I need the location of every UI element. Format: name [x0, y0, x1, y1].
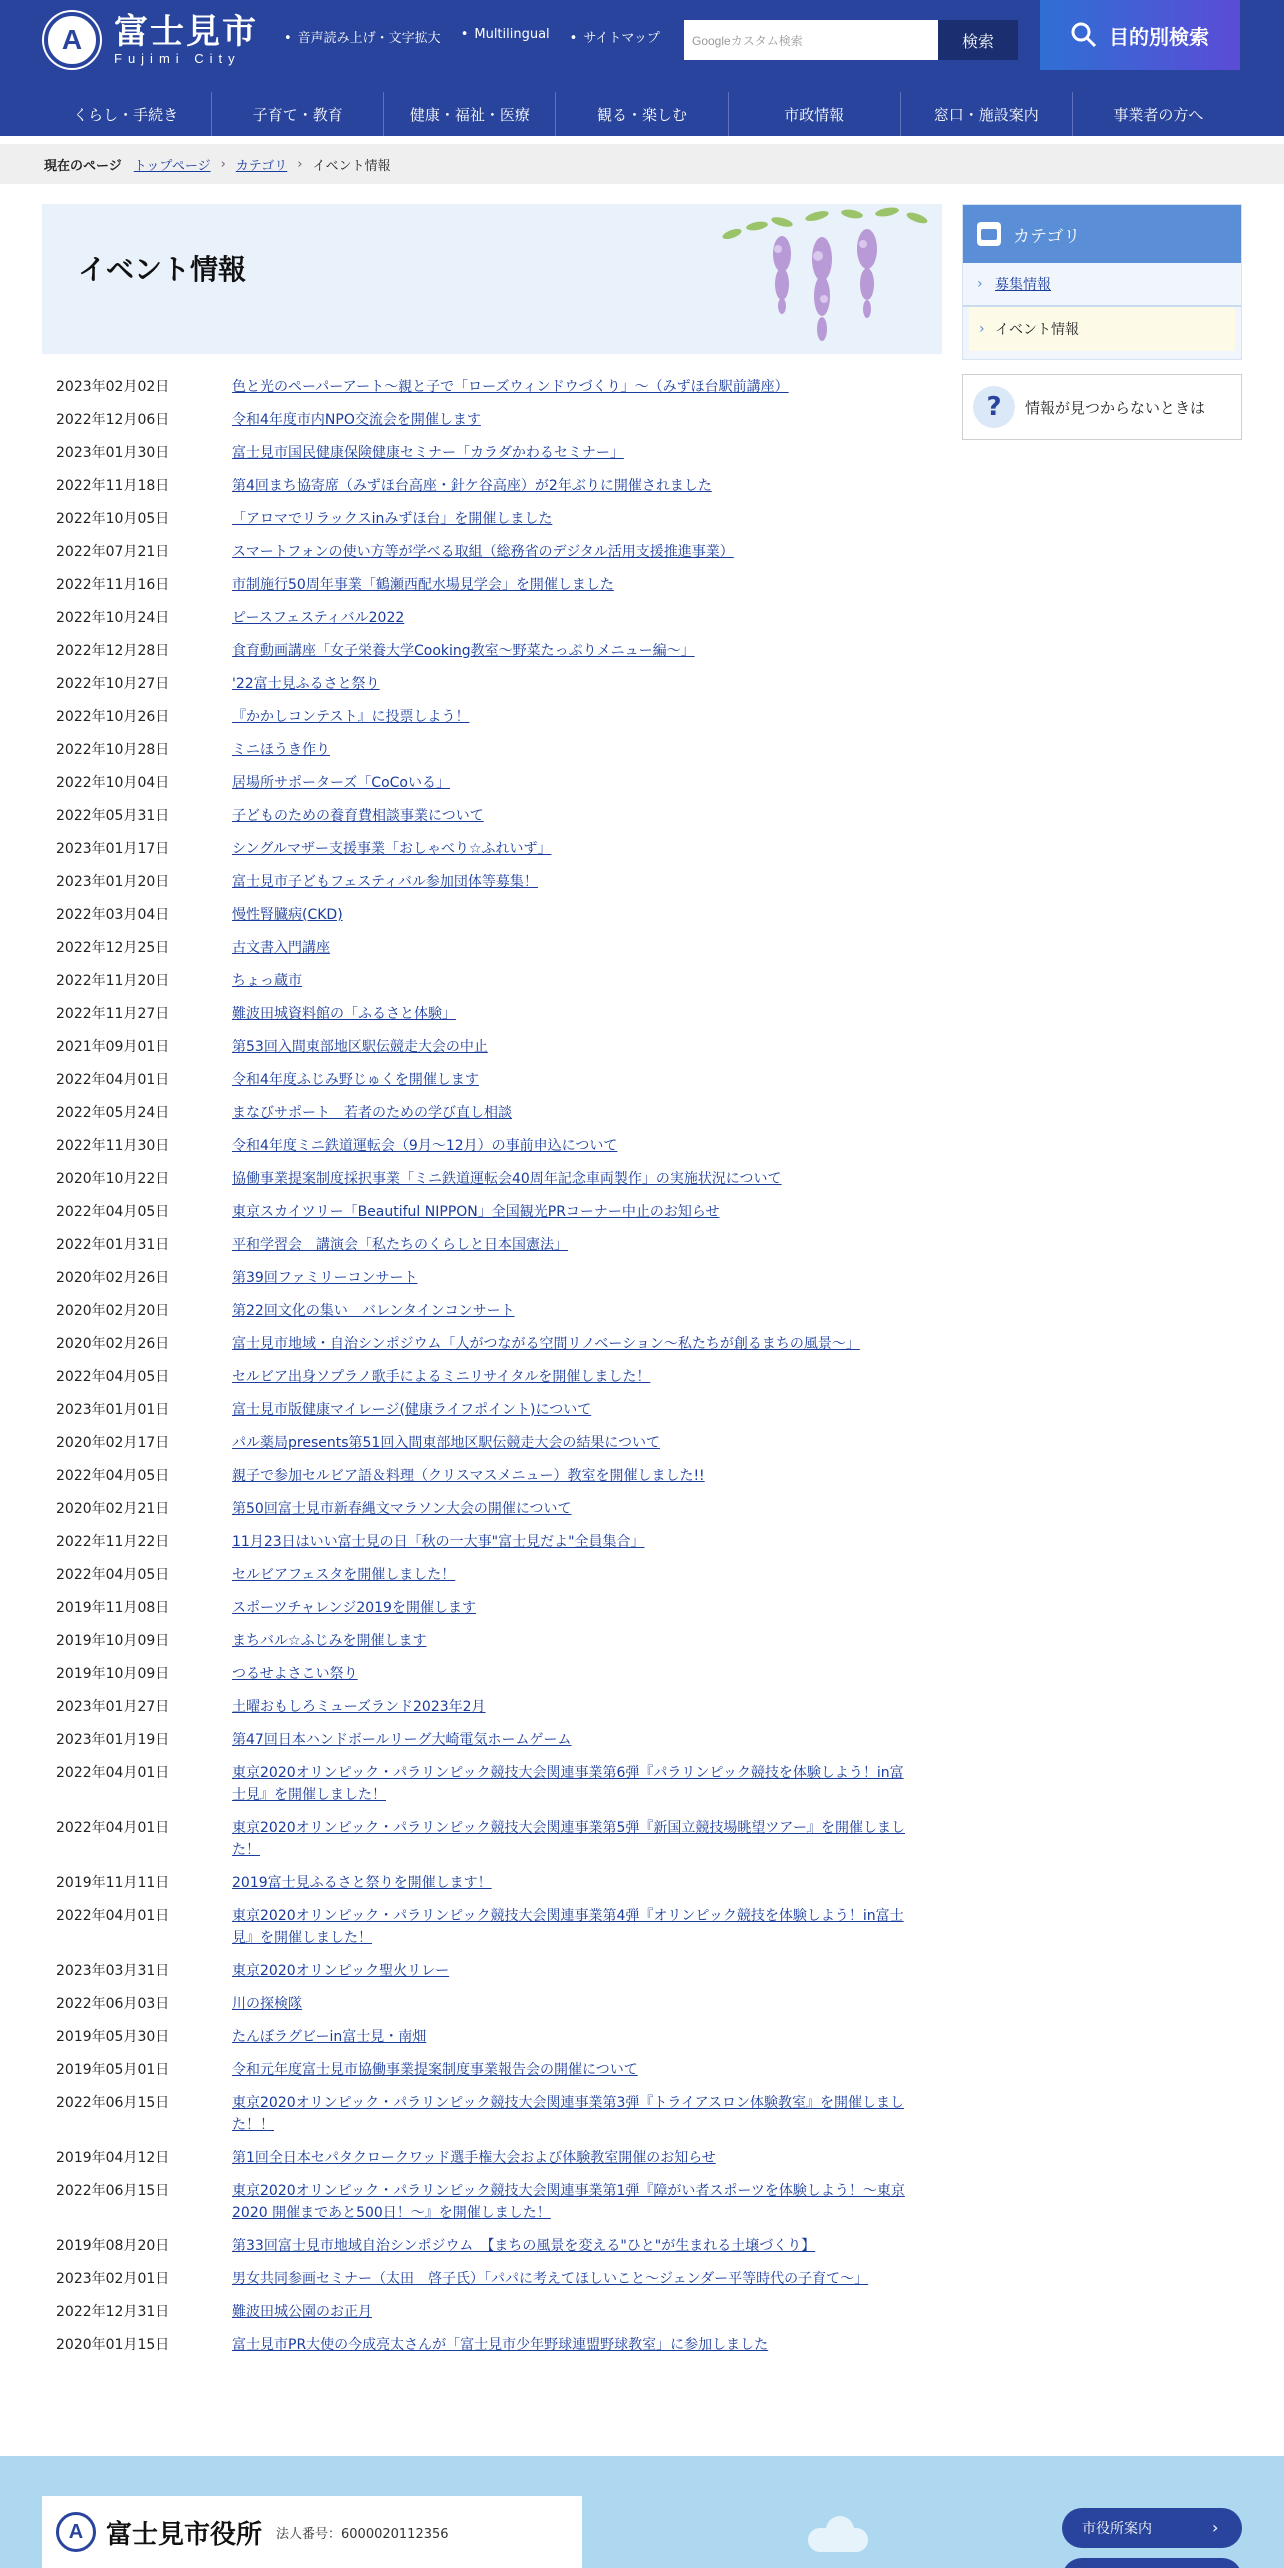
event-link[interactable]: 令和4年度ふじみ野じゅくを開催します: [232, 1072, 479, 1088]
event-date: 2020年02月26日: [56, 1336, 170, 1352]
event-row: [56, 541, 926, 563]
event-row: [56, 1663, 926, 1685]
event-link[interactable]: 親子で参加セルビア語＆料理（クリスマスメニュー）教室を開催しました!!: [232, 1468, 705, 1484]
event-row: [56, 475, 926, 497]
chevron-right-icon: ›: [1212, 2518, 1219, 2537]
event-link[interactable]: 居場所サポーターズ「CoCoいる」: [232, 775, 450, 791]
event-list: [56, 376, 926, 2367]
event-link[interactable]: 富士見市PR大使の今成亮太さんが「富士見市少年野球連盟野球教室」に参加しました: [232, 2337, 769, 2353]
city-emblem-icon: A: [44, 12, 100, 68]
event-row: [56, 1168, 926, 1190]
event-date: 2022年01月31日: [56, 1237, 170, 1253]
event-date: 2019年08月20日: [56, 2238, 170, 2254]
event-row: [56, 1102, 926, 1124]
event-link[interactable]: 令和4年度ミニ鉄道運転会（9月～12月）の事前申込について: [232, 1138, 618, 1154]
event-date: 2022年12月25日: [56, 940, 170, 956]
event-row: [56, 1333, 926, 1355]
event-row: [56, 937, 926, 959]
event-date: 2023年01月20日: [56, 874, 170, 890]
event-link[interactable]: 慢性腎臓病(CKD): [232, 907, 343, 923]
event-row: [56, 1300, 926, 1322]
utility-links: [284, 27, 660, 46]
event-date: 2022年12月06日: [56, 412, 170, 428]
event-date: 2022年11月16日: [56, 577, 170, 593]
event-date: 2019年05月30日: [56, 2029, 170, 2045]
event-date: 2022年10月05日: [56, 511, 170, 527]
question-icon: ?: [973, 386, 1015, 428]
event-link[interactable]: 食育動画講座「女子栄養大学Cooking教室～野菜たっぷりメニュー編～」: [232, 643, 695, 659]
event-row: [56, 640, 926, 662]
help-link[interactable]: [962, 374, 1242, 440]
event-row: [56, 1817, 926, 1861]
event-link[interactable]: 第53回入間東部地区駅伝競走大会の中止: [232, 1039, 488, 1055]
breadcrumb-current-page: イベント情報: [312, 158, 391, 174]
footer-org-name: 富士見市役所: [106, 2519, 263, 2550]
event-date: 2023年02月01日: [56, 2271, 170, 2287]
purpose-search-button[interactable]: [1040, 0, 1240, 70]
event-date: 2023年01月30日: [56, 445, 170, 461]
event-link[interactable]: 第39回ファミリーコンサート: [232, 1270, 418, 1286]
event-date: 2019年04月12日: [56, 2150, 170, 2166]
event-date: 2022年11月22日: [56, 1534, 170, 1550]
search-input[interactable]: Googleカスタム検索: [684, 20, 938, 60]
event-link[interactable]: 土曜おもしろミューズランド2023年2月: [232, 1699, 486, 1715]
event-link[interactable]: セルビアフェスタを開催しました！: [232, 1567, 456, 1583]
event-date: 2022年04月01日: [56, 1072, 170, 1088]
nav-item-living[interactable]: くらし・手続き: [40, 92, 212, 136]
event-date: 2020年02月26日: [56, 1270, 170, 1286]
event-date: 2022年10月24日: [56, 610, 170, 626]
event-link[interactable]: 子どものための養育費相談事業について: [232, 808, 484, 824]
event-link[interactable]: 富士見市地域・自治シンポジウム「人がつながる空間リノベーション～私たちが創るまちの風景～」: [232, 1336, 860, 1352]
event-link[interactable]: 難波田城資料館の「ふるさと体験」: [232, 1006, 456, 1022]
event-link[interactable]: ちょっ蔵市: [232, 973, 302, 989]
event-row: [56, 673, 926, 695]
sidebar-category-title: カテゴリ: [1013, 226, 1081, 247]
event-link[interactable]: スマートフォンの使い方等が学べる取組（総務省のデジタル活用支援推進事業）: [232, 544, 734, 560]
event-date: 2023年01月27日: [56, 1699, 170, 1715]
event-date: 2022年04月05日: [56, 1204, 170, 1220]
event-link[interactable]: 令和元年度富士見市協働事業提案制度事業報告会の開催について: [232, 2062, 638, 2078]
event-link[interactable]: 富士見市子どもフェスティバル参加団体等募集！: [232, 874, 538, 890]
city-hall-info-label: 市役所案内: [1082, 2521, 1152, 2537]
event-row: [56, 1597, 926, 1619]
event-link[interactable]: パル薬局presents第51回入間東部地区駅伝競走大会の結果について: [232, 1435, 661, 1451]
event-link[interactable]: 難波田城公園のお正月: [232, 2304, 372, 2320]
event-row: [56, 1960, 926, 1982]
event-row: [56, 2301, 926, 2323]
event-row: [56, 2180, 926, 2224]
event-link[interactable]: 東京2020オリンピック・パラリンピック競技大会関連事業第6弾『パラリンピック競技を体験しよう！in富士見』を開催しました！: [232, 1765, 904, 1803]
event-date: 2022年10月27日: [56, 676, 170, 692]
site-footer: [0, 2456, 1284, 2568]
wisteria-illustration: [712, 204, 942, 354]
event-date: 2019年05月01日: [56, 2062, 170, 2078]
event-row: [56, 904, 926, 926]
event-row: [56, 2147, 926, 2169]
event-date: 2020年02月21日: [56, 1501, 170, 1517]
event-link[interactable]: 11月23日はいい富士見の日「秋の一大事"富士見だよ"全員集合」: [232, 1534, 645, 1550]
event-link[interactable]: たんぼラグビーin富士見・南畑: [232, 2029, 427, 2045]
event-row: [56, 1729, 926, 1751]
event-row: [56, 2026, 926, 2048]
event-row: [56, 376, 926, 398]
city-hall-info-button[interactable]: [1062, 2508, 1242, 2548]
event-date: 2023年01月19日: [56, 1732, 170, 1748]
event-link[interactable]: 市制施行50周年事業「鶴瀬西配水場見学会」を開催しました: [232, 577, 614, 593]
accessibility-link[interactable]: • 音声読み上げ・文字拡大: [284, 27, 441, 46]
site-logo[interactable]: [44, 12, 258, 68]
event-link[interactable]: 第47回日本ハンドボールリーグ大崎電気ホームゲーム: [232, 1732, 572, 1748]
event-link[interactable]: 古文書入門講座: [232, 940, 330, 956]
event-date: 2022年06月15日: [56, 2095, 170, 2111]
event-link[interactable]: 富士見市版健康マイレージ(健康ライフポイント)について: [232, 1402, 592, 1418]
event-row: [56, 1905, 926, 1949]
event-link[interactable]: 協働事業提案制度採択事業「ミニ鉄道運転会40周年記念車両製作」の実施状況について: [232, 1171, 782, 1187]
nav-item-health[interactable]: 健康・福祉・医療: [384, 92, 556, 136]
event-row: [56, 1267, 926, 1289]
help-label: 情報が見つからないときは: [1025, 398, 1206, 417]
event-row: [56, 1399, 926, 1421]
event-date: 2019年11月08日: [56, 1600, 170, 1616]
event-row: [56, 442, 926, 464]
breadcrumb: [0, 144, 1284, 184]
event-row: [56, 1993, 926, 2015]
event-date: 2020年10月22日: [56, 1171, 170, 1187]
event-row: [56, 1696, 926, 1718]
event-date: 2023年03月31日: [56, 1963, 170, 1979]
event-row: [56, 1234, 926, 1256]
event-row: [56, 574, 926, 596]
event-row: [56, 1762, 926, 1806]
event-link[interactable]: 『かかしコンテスト』に投票しよう！: [232, 709, 470, 725]
event-link[interactable]: 東京2020オリンピック・パラリンピック競技大会関連事業第5弾『新国立競技場眺望ツアー』を開催しました！: [232, 1820, 905, 1858]
event-date: 2022年04月01日: [56, 1820, 170, 1836]
event-row: [56, 1366, 926, 1388]
event-link[interactable]: シングルマザー支援事業「おしゃべり☆ふれいず」: [232, 841, 552, 857]
page-title: イベント情報: [78, 253, 247, 286]
event-link[interactable]: ピースフェスティバル2022: [232, 610, 405, 626]
nav-item-facilities[interactable]: 窓口・施設案内: [901, 92, 1073, 136]
event-row: [56, 838, 926, 860]
breadcrumb-top-link[interactable]: トップページ: [133, 158, 211, 174]
event-row: [56, 1135, 926, 1157]
logo-title: 富士見市: [114, 12, 258, 52]
event-date: 2022年04月05日: [56, 1567, 170, 1583]
event-link[interactable]: 第1回全日本セパタクロークワッド選手権大会および体験教室開催のお知らせ: [232, 2150, 716, 2166]
event-link[interactable]: 令和4年度市内NPO交流会を開催します: [232, 412, 481, 428]
sidebar-item-events[interactable]: › イベント情報: [969, 307, 1235, 351]
event-link[interactable]: 男女共同参画セミナー（太田 啓子氏）「パパに考えてほしいこと～ジェンダー平等時代の子育て～」: [232, 2271, 869, 2287]
breadcrumb-category-link[interactable]: カテゴリ: [235, 158, 288, 174]
event-date: 2020年02月20日: [56, 1303, 170, 1319]
event-link[interactable]: 第33回富士見市地域自治シンポジウム 【まちの風景を変える"ひと"が生まれる土壌づくり】: [232, 2238, 816, 2254]
event-link[interactable]: '22富士見ふるさと祭り: [232, 676, 380, 692]
event-date: 2022年10月04日: [56, 775, 170, 791]
nav-item-childcare[interactable]: 子育て・教育: [212, 92, 384, 136]
event-date: 2023年02月02日: [56, 379, 170, 395]
event-link[interactable]: 第50回富士見市新春縄文マラソン大会の開催について: [232, 1501, 572, 1517]
city-emblem-icon: A: [56, 2512, 96, 2552]
event-row: [56, 1432, 926, 1454]
event-link[interactable]: まちバル☆ふじみを開催します: [232, 1633, 427, 1649]
event-date: 2022年04月05日: [56, 1468, 170, 1484]
event-date: 2022年04月01日: [56, 1908, 170, 1924]
page-title-panel: [42, 204, 942, 354]
event-date: 2022年12月28日: [56, 643, 170, 659]
event-row: [56, 508, 926, 530]
event-date: 2022年12月31日: [56, 2304, 170, 2320]
event-link[interactable]: 平和学習会 講演会「私たちのくらしと日本国憲法」: [232, 1237, 568, 1253]
event-row: [56, 739, 926, 761]
event-row: [56, 1069, 926, 1091]
event-link[interactable]: ミニほうき作り: [232, 742, 330, 758]
event-row: [56, 2092, 926, 2136]
sidebar-category-header: [963, 205, 1241, 263]
chevron-right-icon: ›: [220, 156, 226, 172]
multilingual-link[interactable]: • Multilingual: [461, 27, 550, 46]
event-link[interactable]: 第4回まち協寄席（みずほ台高座・針ケ谷高座）が2年ぶりに開催されました: [232, 478, 712, 494]
footer-corp-number: 法人番号：6000020112356: [276, 2526, 449, 2542]
event-row: [56, 970, 926, 992]
folder-icon: [977, 222, 1001, 246]
event-link[interactable]: 色と光のペーパーアート～親と子で「ローズウィンドウづくり」～（みずほ台駅前講座）: [232, 379, 789, 395]
nav-item-business[interactable]: 事業者の方へ: [1113, 105, 1204, 124]
event-row: [56, 409, 926, 431]
event-date: 2022年10月28日: [56, 742, 170, 758]
cloud-decoration: [808, 2528, 868, 2552]
event-row: [56, 1465, 926, 1487]
event-date: 2022年04月05日: [56, 1369, 170, 1385]
event-date: 2022年03月04日: [56, 907, 170, 923]
nav-item-leisure[interactable]: 観る・楽しむ: [556, 92, 728, 136]
event-date: 2022年06月03日: [56, 1996, 170, 2012]
event-row: [56, 1003, 926, 1025]
event-row: [56, 1872, 926, 1894]
event-date: 2023年01月17日: [56, 841, 170, 857]
event-date: 2022年04月01日: [56, 1765, 170, 1781]
event-link[interactable]: 富士見市国民健康保険健康セミナー「カラダかわるセミナー」: [232, 445, 624, 461]
event-date: 2022年11月27日: [56, 1006, 170, 1022]
event-date: 2019年10月09日: [56, 1666, 170, 1682]
global-nav: [0, 92, 1284, 136]
event-row: [56, 2059, 926, 2081]
event-row: [56, 1564, 926, 1586]
event-date: 2022年05月31日: [56, 808, 170, 824]
event-date: 2022年06月15日: [56, 2183, 170, 2199]
event-row: [56, 1498, 926, 1520]
purpose-search-label: 目的別検索: [1109, 24, 1209, 49]
site-header: [0, 0, 1284, 92]
event-link[interactable]: つるせよさこい祭り: [232, 1666, 358, 1682]
chevron-right-icon: ›: [297, 156, 303, 172]
event-row: [56, 871, 926, 893]
sidebar-category: [962, 204, 1242, 360]
event-row: [56, 1201, 926, 1223]
event-link[interactable]: 東京2020オリンピック・パラリンピック競技大会関連事業第1弾『障がい者スポーツを体験しよう！～東京2020 開催まであと500日！～』を開催しました！: [232, 2183, 905, 2221]
event-date: 2020年02月17日: [56, 1435, 170, 1451]
sidebar-item-recruitment[interactable]: › 募集情報: [963, 263, 1241, 307]
logo-subtitle: Fujimi City: [114, 51, 241, 66]
event-date: 2022年11月18日: [56, 478, 170, 494]
event-row: [56, 1531, 926, 1553]
breadcrumb-current-label: 現在のページ: [44, 158, 122, 174]
footer-org-card: [42, 2496, 582, 2568]
event-link[interactable]: 「アロマでリラックスinみずほ台」を開催しました: [232, 511, 553, 527]
event-link[interactable]: まなびサポート 若者のための学び直し相談: [232, 1105, 512, 1121]
event-row: [56, 706, 926, 728]
event-row: [56, 2334, 926, 2356]
search-icon: [1071, 22, 1097, 48]
event-date: 2023年01月01日: [56, 1402, 170, 1418]
event-date: 2019年10月09日: [56, 1633, 170, 1649]
event-link[interactable]: 川の探検隊: [232, 1996, 302, 2012]
event-date: 2022年07月21日: [56, 544, 170, 560]
event-row: [56, 2268, 926, 2290]
event-row: [56, 772, 926, 794]
event-date: 2020年01月15日: [56, 2337, 170, 2353]
event-link[interactable]: 東京2020オリンピック聖火リレー: [232, 1963, 450, 1979]
event-date: 2021年09月01日: [56, 1039, 170, 1055]
event-link[interactable]: セルビア出身ソプラノ歌手によるミニリサイタルを開催しました！: [232, 1369, 651, 1385]
footer-secondary-button[interactable]: [1062, 2558, 1242, 2568]
event-row: [56, 2235, 926, 2257]
event-date: 2022年05月24日: [56, 1105, 170, 1121]
search-button[interactable]: 検索: [938, 20, 1018, 60]
event-row: [56, 1036, 926, 1058]
event-link[interactable]: 第22回文化の集い バレンタインコンサート: [232, 1303, 515, 1319]
event-row: [56, 607, 926, 629]
event-row: [56, 805, 926, 827]
event-date: 2022年11月20日: [56, 973, 170, 989]
event-date: 2022年10月26日: [56, 709, 170, 725]
event-date: 2019年11月11日: [56, 1875, 170, 1891]
event-link[interactable]: 東京2020オリンピック・パラリンピック競技大会関連事業第3弾『トライアスロン体験教室』を開催しました！！: [232, 2095, 905, 2133]
event-link[interactable]: 東京2020オリンピック・パラリンピック競技大会関連事業第4弾『オリンピック競技を体験しよう！in富士見』を開催しました！: [232, 1908, 904, 1946]
nav-item-government[interactable]: 市政情報: [729, 92, 901, 136]
sitemap-link[interactable]: • サイトマップ: [570, 27, 660, 46]
event-link[interactable]: 東京スカイツリー「Beautiful NIPPON」全国観光PRコーナー中止のお知らせ: [232, 1204, 720, 1220]
event-date: 2022年11月30日: [56, 1138, 170, 1154]
event-link[interactable]: スポーツチャレンジ2019を開催します: [232, 1600, 476, 1616]
event-row: [56, 1630, 926, 1652]
event-link[interactable]: 2019富士見ふるさと祭りを開催します！: [232, 1875, 492, 1891]
